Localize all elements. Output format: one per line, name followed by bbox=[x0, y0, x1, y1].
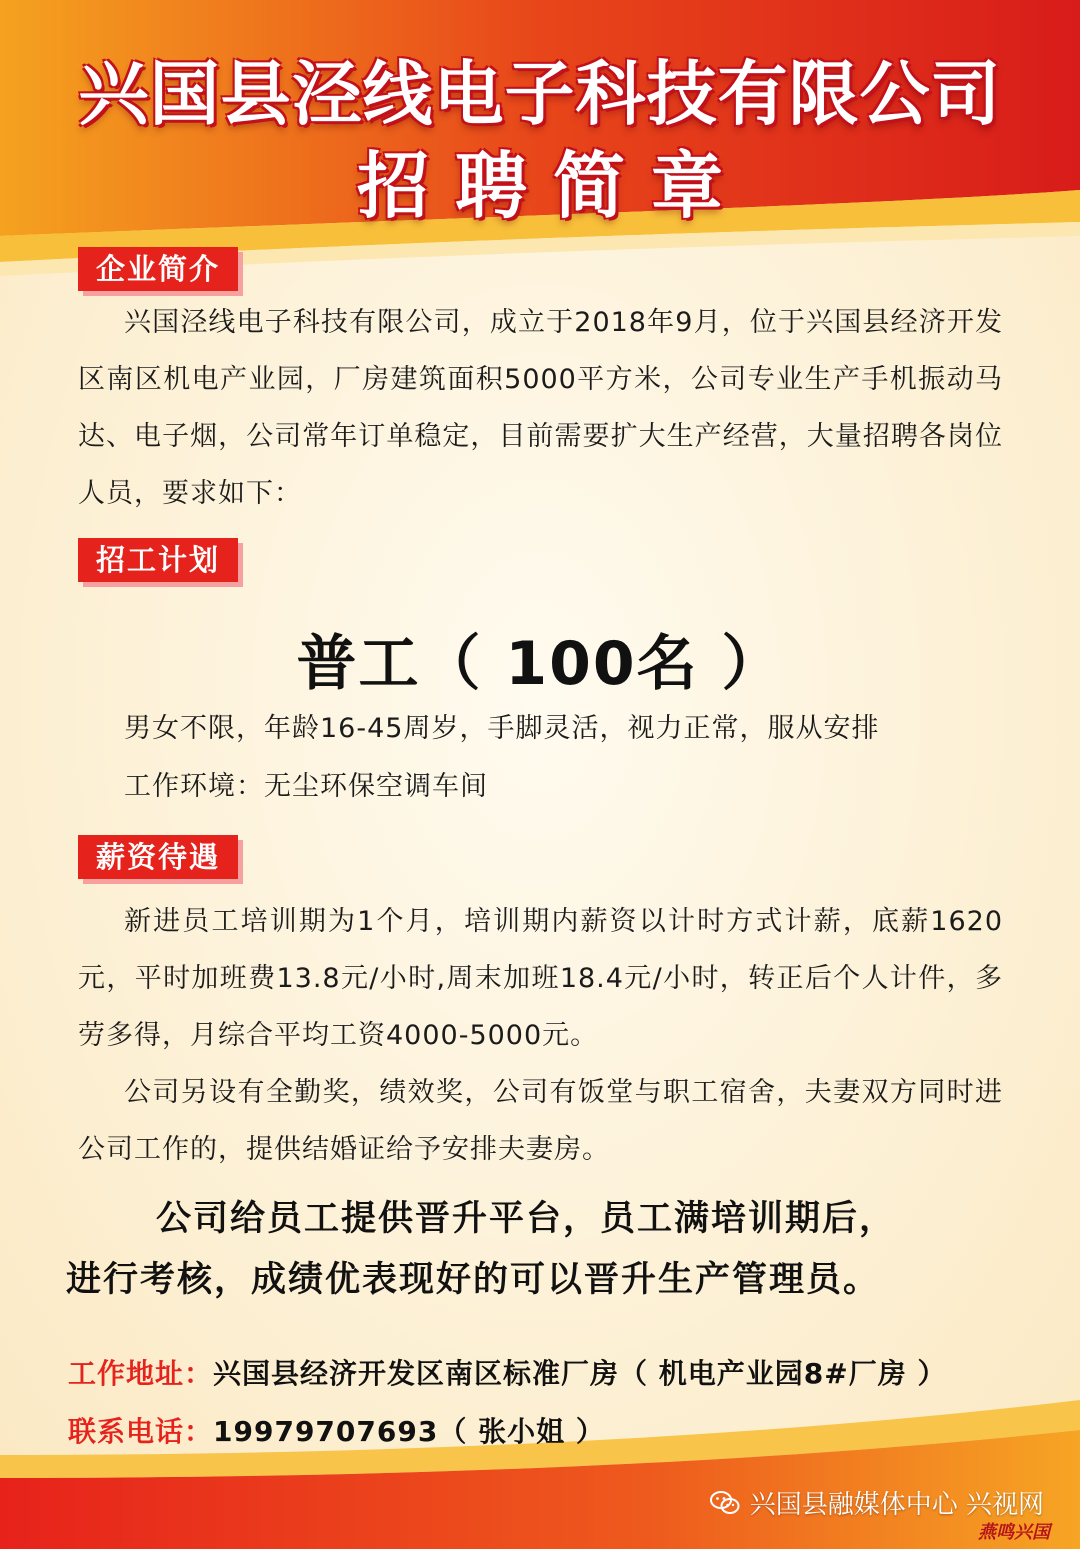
salary-paragraph-1: 新进员工培训期为1个月，培训期内薪资以计时方式计薪，底薪1620元，平时加班费13.8元/小时,周末加班18.4元/小时，转正后个人计件，多劳多得，月综合平均工资4000-5000元。 bbox=[78, 906, 1003, 1051]
job-requirement: 男女不限，年龄16-45周岁，手脚灵活，视力正常，服从安排 bbox=[124, 713, 880, 744]
watermark-logo: 燕鸣兴国 bbox=[978, 1522, 1050, 1543]
address-value: 兴国县经济开发区南区标准厂房（ 机电产业园8#厂房 ） bbox=[213, 1357, 947, 1390]
work-environment: 工作环境：无尘环保空调车间 bbox=[124, 771, 488, 802]
address-label: 工作地址： bbox=[68, 1357, 214, 1390]
work-address bbox=[68, 1352, 946, 1392]
phone-value: 19979707693（ 张小姐 ） bbox=[213, 1415, 605, 1448]
promotion-line-2: 进行考核，成绩优表现好的可以晋升生产管理员。 bbox=[66, 1260, 881, 1300]
intro-text: 兴国泾线电子科技有限公司，成立于2018年9月，位于兴国县经济开发区南区机电产业园，厂房建筑面积5000平方米，公司专业生产手机振动马达、电子烟，公司常年订单稳定，目前需要扩大生产经营，大量招聘各岗位人员，要求如下： bbox=[78, 307, 1003, 509]
section-tag-plan: 招工计划 bbox=[78, 538, 238, 582]
poster-title: 招聘简章 bbox=[356, 144, 749, 228]
section-tag-intro: 企业简介 bbox=[78, 247, 238, 291]
footer-source-text: 兴国县融媒体中心 兴视网 bbox=[749, 1490, 1044, 1520]
phone-label: 联系电话： bbox=[68, 1415, 214, 1448]
footer-source bbox=[710, 1484, 1044, 1521]
salary-paragraph-2: 公司另设有全勤奖，绩效奖，公司有饭堂与职工宿舍，夫妻双方同时进公司工作的，提供结婚证给予安排夫妻房。 bbox=[78, 1077, 1003, 1165]
section-tag-salary: 薪资待遇 bbox=[78, 835, 238, 879]
promotion-line-1: 公司给员工提供晋升平台，员工满培训期后， bbox=[156, 1199, 897, 1239]
wechat-icon bbox=[710, 1490, 740, 1516]
contact-phone bbox=[68, 1410, 605, 1450]
company-title: 兴国县泾线电子科技有限公司 bbox=[78, 53, 1002, 135]
job-title: 普工（ 100名 ） bbox=[296, 629, 784, 699]
